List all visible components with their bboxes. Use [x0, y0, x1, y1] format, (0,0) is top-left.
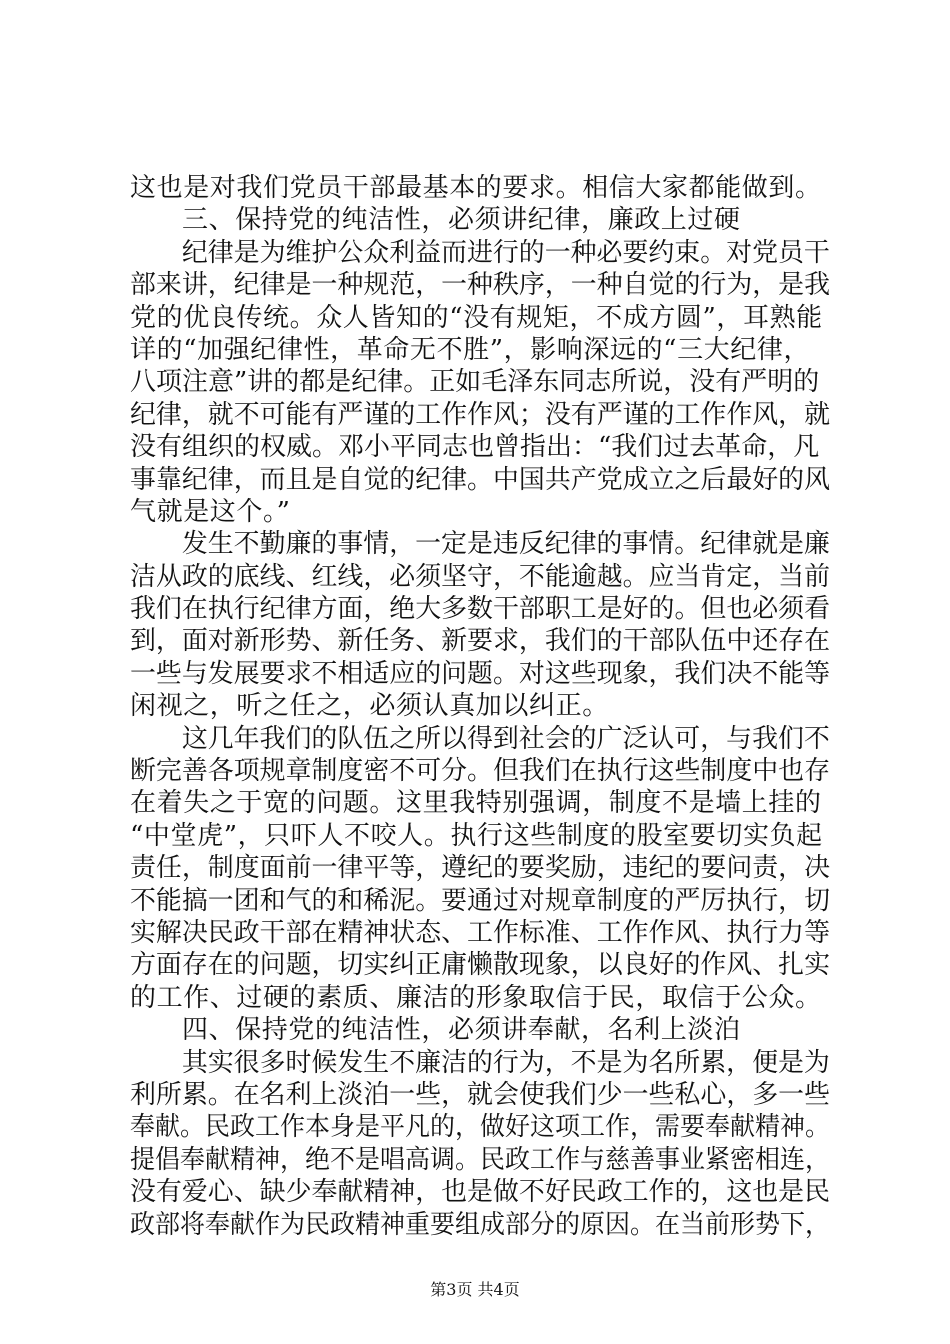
text-line: 三、保持党的纯洁性，必须讲纪律，廉政上过硬 [182, 205, 741, 236]
text-line: 一些与发展要求不相适应的问题。对这些现象，我们决不能等 [130, 658, 831, 689]
text-line: 纪律是为维护公众利益而进行的一种必要约束。对党员干 [181, 237, 830, 268]
text-line: 到，面对新形势、新任务、新要求，我们的干部队伍中还存在 [130, 626, 831, 657]
document-body [130, 172, 830, 1241]
text-line: 没有组织的权威。邓小平同志也曾指出：“我们过去革命，凡 [130, 432, 820, 463]
text-line: 利所累。在名利上淡泊一些，就会使我们少一些私心，多一些 [130, 1079, 831, 1110]
text-line: 四、保持党的纯洁性，必须讲奉献，名利上淡泊 [182, 1015, 741, 1046]
text-line: 提倡奉献精神，绝不是唱高调。民政工作与慈善事业紧密相连， [130, 1144, 830, 1175]
text-line: 详的“加强纪律性，革命无不胜”，影响深远的“三大纪律， [130, 334, 811, 365]
text-line: 不能搞一团和气的和稀泥。要通过对规章制度的严厉执行，切 [130, 885, 831, 916]
text-line: 洁从政的底线、红线，必须坚守，不能逾越。应当肯定，当前 [130, 561, 831, 592]
text-line: “中堂虎”，只吓人不咬人。执行这些制度的股室要切实负起 [130, 820, 823, 851]
text-line: 没有爱心、缺少奉献精神，也是做不好民政工作的，这也是民 [130, 1177, 831, 1208]
text-line: 气就是这个。” [130, 496, 291, 527]
text-line: 这几年我们的队伍之所以得到社会的广泛认可，与我们不 [181, 723, 830, 754]
text-line: 责任，制度面前一律平等，遵纪的要奖励，违纪的要问责，决 [130, 853, 831, 884]
text-line: 其实很多时候发生不廉洁的行为，不是为名所累，便是为 [181, 1047, 830, 1078]
text-line: 发生不勤廉的事情，一定是违反纪律的事情。纪律就是廉 [181, 529, 830, 560]
text-line: 方面存在的问题，切实纠正庸懒散现象，以良好的作风、扎实 [130, 950, 831, 981]
text-line: 党的优良传统。众人皆知的“没有规矩，不成方圆”，耳熟能 [130, 302, 823, 333]
text-line: 八项注意”讲的都是纪律。正如毛泽东同志所说，没有严明的 [130, 367, 820, 398]
text-line: 部来讲，纪律是一种规范，一种秩序，一种自觉的行为，是我 [130, 270, 831, 301]
text-line: 闲视之，听之任之，必须认真加以纠正。 [130, 691, 609, 722]
page-footer: 第3页 共4页 [430, 1280, 520, 1299]
text-line: 在着失之于宽的问题。这里我特别强调，制度不是墙上挂的 [130, 788, 822, 819]
text-line: 的工作、过硬的素质、廉洁的形象取信于民，取信于公众。 [130, 982, 822, 1013]
text-line: 实解决民政干部在精神状态、工作标准、工作作风、执行力等 [130, 917, 831, 948]
text-line: 这也是对我们党员干部最基本的要求。相信大家都能做到。 [130, 173, 822, 203]
text-line: 纪律，就不可能有严谨的工作作风；没有严谨的工作作风，就 [130, 399, 831, 430]
text-line: 政部将奉献作为民政精神重要组成部分的原因。在当前形势下， [130, 1209, 830, 1240]
text-line: 奉献。民政工作本身是平凡的，做好这项工作，需要奉献精神。 [130, 1112, 830, 1143]
text-line: 断完善各项规章制度密不可分。但我们在执行这些制度中也存 [130, 756, 831, 787]
text-line: 我们在执行纪律方面，绝大多数干部职工是好的。但也必须看 [130, 594, 831, 625]
text-line: 事靠纪律，而且是自觉的纪律。中国共产党成立之后最好的风 [130, 464, 831, 495]
